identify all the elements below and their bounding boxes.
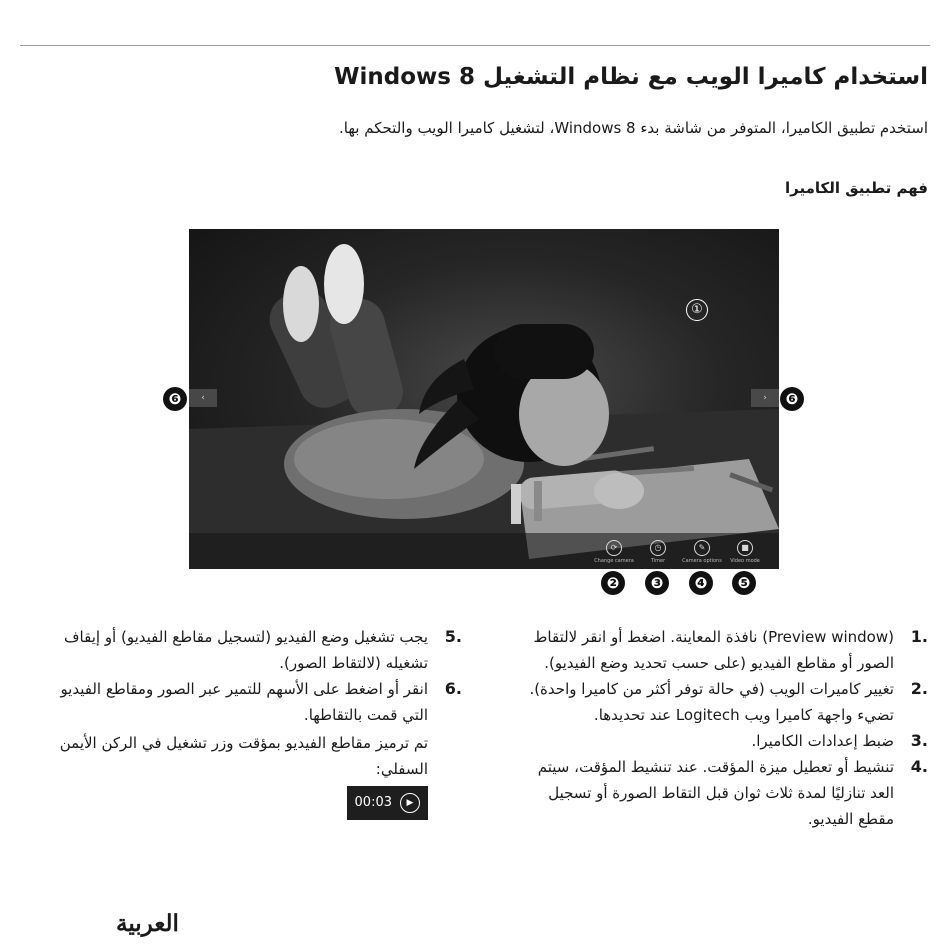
right-column-list [510, 624, 928, 832]
callout-3: ❸ [645, 571, 669, 595]
change-camera-button[interactable]: ⟳ Change camera [591, 540, 637, 564]
child-photo-illustration [189, 229, 779, 569]
callout-6-right: ❻ [780, 387, 804, 411]
camera-app-bar [189, 533, 779, 569]
video-mode-button[interactable]: ■ Video mode [722, 540, 768, 564]
wrench-icon: ✎ [694, 540, 710, 556]
language-label: العربية [116, 910, 179, 937]
play-icon: ▶ [400, 793, 420, 813]
callout-5: ❺ [732, 571, 756, 595]
callout-4: ❹ [689, 571, 713, 595]
list-item: 4. تنشيط أو تعطيل ميزة المؤقت. عند تنشيط المؤقت، سيتم العد تنازليًا لمدة ثلاث ثوان قبل التقاط الصورة أو تسجيل مقطع الفيديو. [537, 757, 928, 828]
video-camera-icon: ■ [737, 540, 753, 556]
section-heading: فهم تطبيق الكاميرا [785, 179, 928, 197]
page-title: استخدام كاميرا الويب مع نظام التشغيل Windows 8 [334, 64, 928, 90]
list-item: 5. يجب تشغيل وضع الفيديو (لتسجيل مقاطع الفيديو) أو إيقاف تشغيله (لالتقاط الصور). [64, 627, 462, 672]
switch-camera-icon: ⟳ [606, 540, 622, 556]
previous-arrow-button[interactable]: ‹ [189, 389, 217, 407]
timer-button[interactable]: ◷ Timer [635, 540, 681, 564]
callout-1-preview: ① [686, 299, 708, 321]
top-divider [20, 45, 930, 46]
callout-6-left: ❻ [163, 387, 187, 411]
camera-options-button[interactable]: ✎ Camera options [679, 540, 725, 564]
list-item: 6. انقر أو اضغط على الأسهم للتمير عبر الصور ومقاطع الفيديو التي قمت بالتقاطها. [60, 679, 462, 724]
left-column-list [44, 624, 462, 820]
timer-icon: ◷ [650, 540, 666, 556]
list-item: 2. تغيير كاميرات الويب (في حالة توفر أكثر من كاميرا واحدة). تضيء واجهة كاميرا ويب Logitech عند تحديدها. [529, 679, 928, 724]
timer-note: تم ترميز مقاطع الفيديو بمؤقت وزر تشغيل في الركن الأيمن السفلي: [59, 734, 428, 778]
callout-2: ❷ [601, 571, 625, 595]
list-item: 1. (Preview window) نافذة المعاينة. اضغط أو انقر لالتقاط الصور أو مقاطع الفيديو (على حسب تحديد وضع الفيديو). [533, 627, 928, 672]
camera-app-screenshot [189, 229, 779, 569]
intro-paragraph: استخدم تطبيق الكاميرا، المتوفر من شاشة بدء Windows 8، لتشغيل كاميرا الويب والتحكم بها. [339, 119, 928, 137]
next-arrow-button[interactable]: › [751, 389, 779, 407]
list-item: 3. ضبط إعدادات الكاميرا. [751, 731, 928, 750]
video-timer-badge [347, 786, 428, 820]
timer-time: 00:03 [354, 795, 392, 810]
